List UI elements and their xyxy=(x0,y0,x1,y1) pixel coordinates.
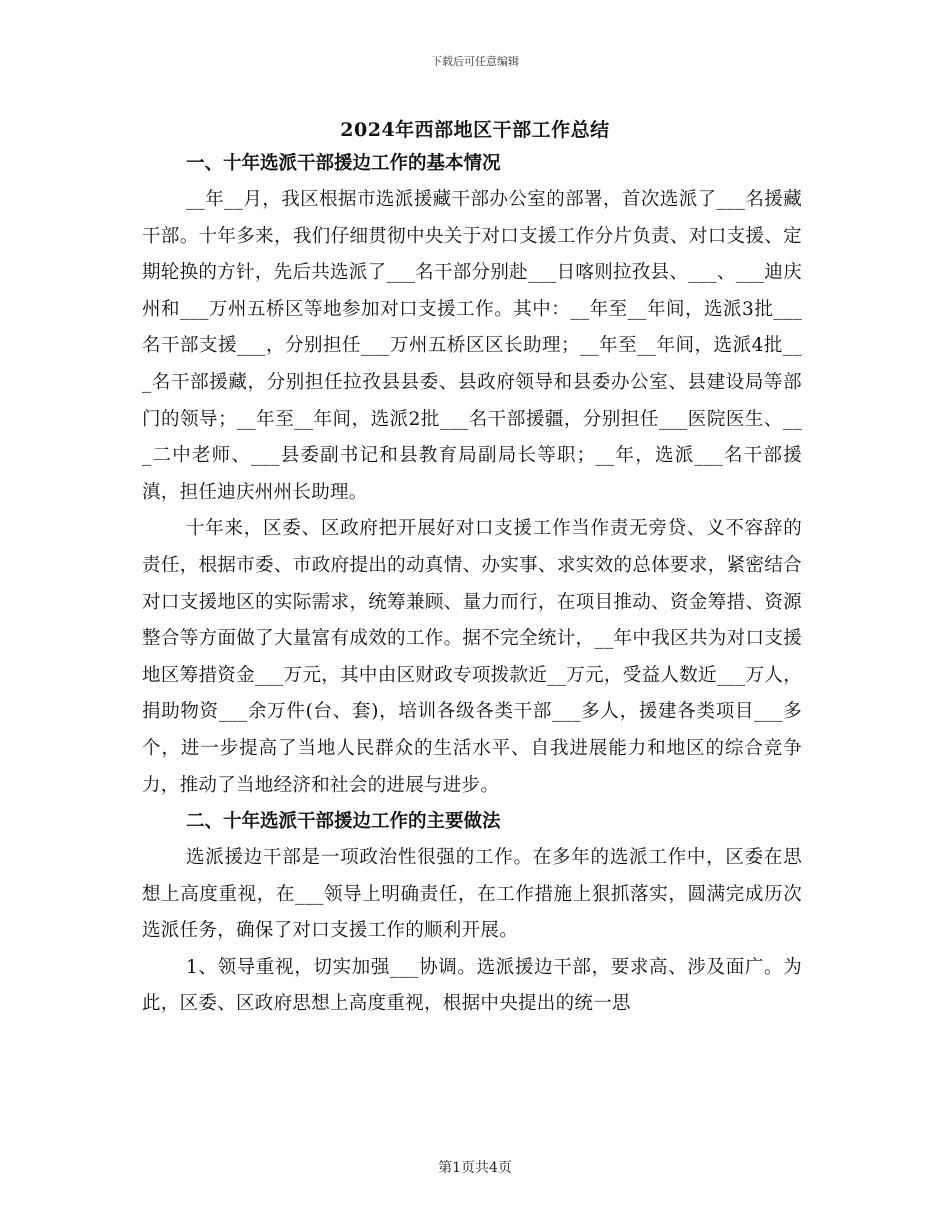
page-header-note: 下载后可任意编辑 xyxy=(431,55,519,68)
section-heading-main-practices: 二、十年选派干部援边工作的主要做法 xyxy=(186,811,501,833)
page-number-footer: 第1页共4页 xyxy=(438,1160,512,1176)
paragraph-leadership-coordination: 1、领导重视，切实加强___协调。选派援边干部，要求高、涉及面广。为此，区委、区政府思想上高度重视，根据中央提出的统一思 xyxy=(142,956,802,1015)
section-heading-basic-situation: 一、十年选派干部援边工作的基本情况 xyxy=(186,153,501,174)
paragraph-support-achievements: 十年来，区委、区政府把开展好对口支援工作当作责无旁贷、义不容辞的责任，根据市委、市政府提出的动真情、办实事、求实效的总体要求，紧密结合对口支援地区的实际需求，统筹兼顾、量力而行，在项目推动、资金筹措、资源整合等方面做了大量富有成效的工作。据不完全统计，__年中我区共为对口支援地区筹措资金___万元，其中由区财政专项拨款近__万元，受益人数近___万人，捐助物资___余万件(台、套)，培训各级各类干部___多人，援建各类项目___多个，进一步提高了当地人民群众的生活水平、自我进展能力和地区的综合竞争力，推动了当地经济和社会的进展与进步。 xyxy=(142,518,802,796)
paragraph-selection-history: __年__月，我区根据市选派援藏干部办公室的部署，首次选派了___名援藏干部。十年多来，我们仔细贯彻中央关于对口支援工作分片负责、对口支援、定期轮换的方针，先后共选派了___名干部分别赴___日喀则拉孜县、___、___迪庆州和___万州五桥区等地参加对口支援工作。其中：__年至__年间，选派3批___名干部支援___，分别担任___万州五桥区区长助理；__年至__年间，选派4批___名干部援藏，分别担任拉孜县县委、县政府领导和县委办公室、县建设局等部门的领导；__年至__年间，选派2批___名干部援疆，分别担任___医院医生、___二中老师、___县委副书记和县教育局副局长等职；__年，选派___名干部援滇，担任迪庆州州长助理。 xyxy=(142,189,802,503)
paragraph-political-importance: 选派援边干部是一项政治性很强的工作。在多年的选派工作中，区委在思想上高度重视，在___领导上明确责任，在工作措施上狠抓落实，圆满完成历次选派任务，确保了对口支援工作的顺利开展。 xyxy=(142,847,802,942)
document-body xyxy=(142,146,802,1023)
document-title: 2024年西部地区干部工作总结 xyxy=(340,119,610,141)
